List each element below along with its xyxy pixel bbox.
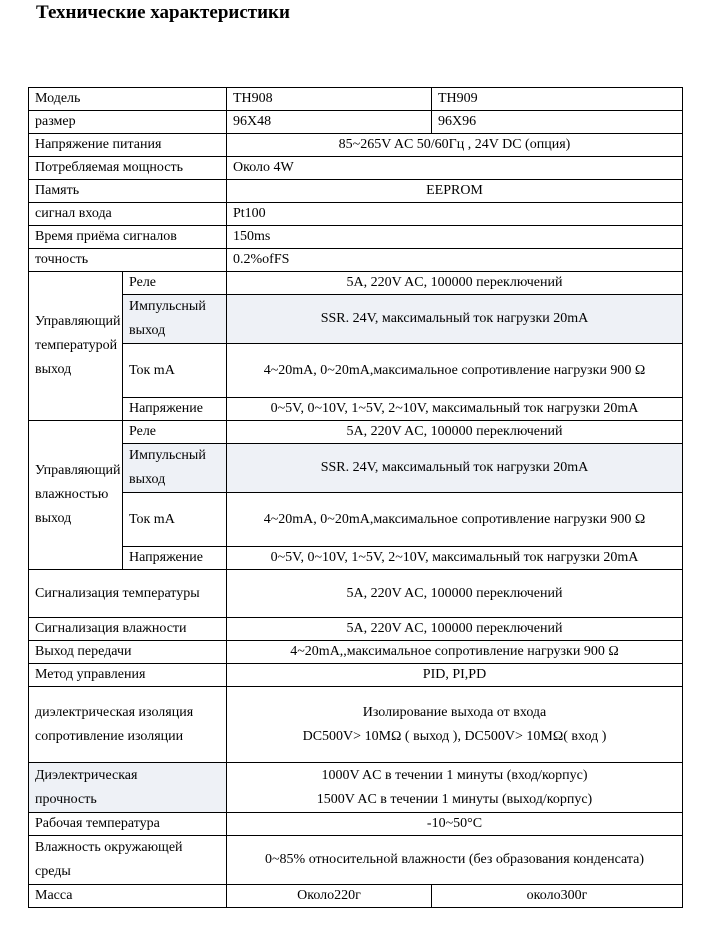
value-temp-pulse: SSR. 24V, максимальный ток нагрузки 20mA xyxy=(227,295,683,344)
value-model-th909: TH909 xyxy=(432,88,683,111)
label-temp-alarm: Сигнализация температуры xyxy=(29,570,227,618)
value-dielectric-line2: 1500V AC в течении 1 минуты (выход/корпус) xyxy=(316,791,593,807)
label-accuracy: точность xyxy=(29,249,227,272)
table-row xyxy=(29,344,683,398)
value-isolation xyxy=(227,687,683,763)
label-hum-pulse: Импульсный выход xyxy=(123,444,227,493)
value-size-th909: 96X96 xyxy=(432,111,683,134)
value-hum-relay: 5A, 220V AC, 100000 переключений xyxy=(227,421,683,444)
page-title: Технические характеристики xyxy=(36,2,290,23)
value-humidity: 0~85% относительной влажности (без образования конденсата) xyxy=(227,836,683,885)
label-power: Напряжение питания xyxy=(29,134,227,157)
value-isolation-line2: DC500V> 10MΩ ( выход ), DC500V> 10MΩ( вход ) xyxy=(302,728,607,744)
value-sampling: 150ms xyxy=(227,226,683,249)
label-hum-relay: Реле xyxy=(123,421,227,444)
label-temp-pulse: Импульсный выход xyxy=(123,295,227,344)
value-hum-alarm: 5A, 220V AC, 100000 переключений xyxy=(227,618,683,641)
label-humidity: Влажность окружающей среды xyxy=(29,836,227,885)
value-temp-relay: 5A, 220V AC, 100000 переключений xyxy=(227,272,683,295)
table-row xyxy=(29,763,683,813)
table-row xyxy=(29,295,683,344)
value-consumption: Около 4W xyxy=(227,157,683,180)
label-hum-output: Управляющий влажностью выход xyxy=(29,421,123,570)
table-row xyxy=(29,421,683,444)
table-row xyxy=(29,618,683,641)
value-memory: EEPROM xyxy=(227,180,683,203)
label-temp-current: Ток mA xyxy=(123,344,227,398)
table-row xyxy=(29,398,683,421)
value-hum-pulse: SSR. 24V, максимальный ток нагрузки 20mA xyxy=(227,444,683,493)
label-work-temp: Рабочая температура xyxy=(29,813,227,836)
label-model: Модель xyxy=(29,88,227,111)
table-row xyxy=(29,249,683,272)
table-row xyxy=(29,88,683,111)
label-input: сигнал входа xyxy=(29,203,227,226)
value-temp-current: 4~20mA, 0~20mA,максимальное сопротивление нагрузки 900 Ω xyxy=(227,344,683,398)
label-memory: Память xyxy=(29,180,227,203)
label-dielectric-line1: Диэлектрическая xyxy=(35,767,138,783)
table-row xyxy=(29,493,683,547)
value-temp-alarm: 5A, 220V AC, 100000 переключений xyxy=(227,570,683,618)
label-dielectric-line2: прочность xyxy=(35,791,97,807)
label-transmit: Выход передачи xyxy=(29,641,227,664)
value-power: 85~265V AC 50/60Гц , 24V DC (опция) xyxy=(227,134,683,157)
value-size-th908: 96X48 xyxy=(227,111,432,134)
value-mass-th909: около300г xyxy=(432,885,683,908)
label-temp-output: Управляющий температурой выход xyxy=(29,272,123,421)
value-dielectric-line1: 1000V AC в течении 1 минуты (вход/корпус) xyxy=(321,767,588,783)
value-work-temp: -10~50°C xyxy=(227,813,683,836)
value-temp-voltage: 0~5V, 0~10V, 1~5V, 2~10V, максимальный ток нагрузки 20mA xyxy=(227,398,683,421)
table-row xyxy=(29,272,683,295)
label-hum-alarm: Сигнализация влажности xyxy=(29,618,227,641)
value-hum-current: 4~20mA, 0~20mA,максимальное сопротивление нагрузки 900 Ω xyxy=(227,493,683,547)
label-dielectric xyxy=(29,763,227,813)
table-row xyxy=(29,570,683,618)
table-row xyxy=(29,641,683,664)
table-row xyxy=(29,203,683,226)
label-hum-voltage: Напряжение xyxy=(123,547,227,570)
value-mass-th908: Около220г xyxy=(227,885,432,908)
label-temp-voltage: Напряжение xyxy=(123,398,227,421)
value-input: Pt100 xyxy=(227,203,683,226)
label-control-method: Метод управления xyxy=(29,664,227,687)
label-isolation-line1: диэлектрическая изоляция xyxy=(35,704,194,720)
table-row xyxy=(29,226,683,249)
table-row xyxy=(29,157,683,180)
value-control-method: PID, PI,PD xyxy=(227,664,683,687)
value-transmit: 4~20mA,,максимальное сопротивление нагрузки 900 Ω xyxy=(227,641,683,664)
label-hum-current: Ток mA xyxy=(123,493,227,547)
label-consumption: Потребляемая мощность xyxy=(29,157,227,180)
table-row xyxy=(29,180,683,203)
label-size: размер xyxy=(29,111,227,134)
table-row xyxy=(29,547,683,570)
table-row xyxy=(29,813,683,836)
label-isolation-line2: сопротивление изоляции xyxy=(35,728,184,744)
value-model-th908: TH908 xyxy=(227,88,432,111)
table-row xyxy=(29,444,683,493)
value-hum-voltage: 0~5V, 0~10V, 1~5V, 2~10V, максимальный ток нагрузки 20mA xyxy=(227,547,683,570)
table-row xyxy=(29,836,683,885)
table-row xyxy=(29,664,683,687)
spec-table xyxy=(28,87,683,908)
table-row xyxy=(29,111,683,134)
label-isolation xyxy=(29,687,227,763)
table-row xyxy=(29,134,683,157)
value-accuracy: 0.2%ofFS xyxy=(227,249,683,272)
table-row xyxy=(29,687,683,763)
label-mass: Масса xyxy=(29,885,227,908)
label-sampling: Время приёма сигналов xyxy=(29,226,227,249)
value-dielectric xyxy=(227,763,683,813)
label-temp-relay: Реле xyxy=(123,272,227,295)
value-isolation-line1: Изолирование выхода от входа xyxy=(362,704,547,720)
table-row xyxy=(29,885,683,908)
